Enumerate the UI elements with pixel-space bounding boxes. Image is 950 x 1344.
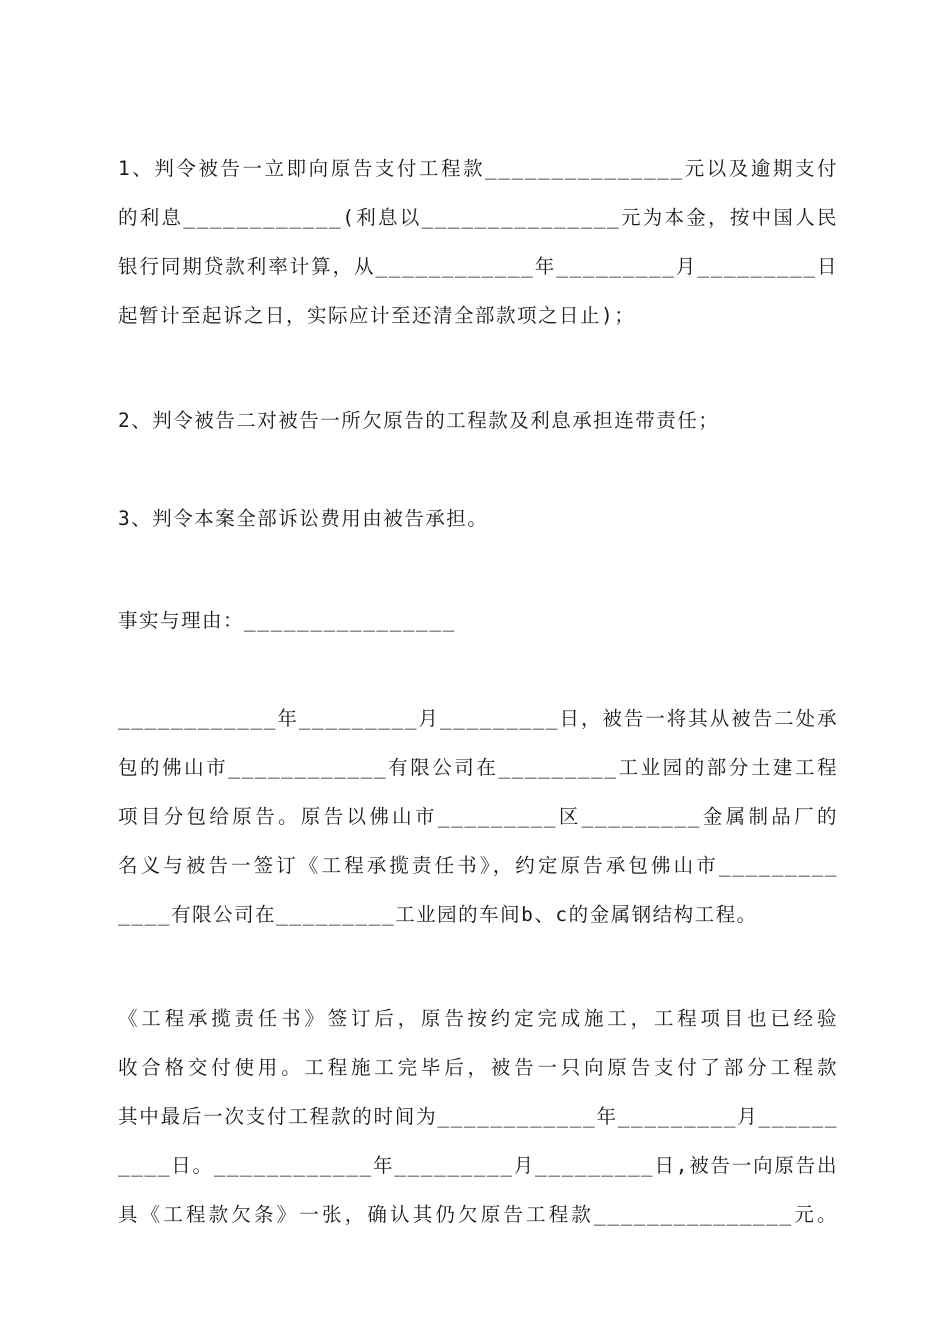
text-line: 银行同期贷款利率计算，从____________年_________月_________日	[118, 255, 838, 278]
text-line: 1、判令被告一立即向原告支付工程款_______________元以及逾期支付	[118, 157, 838, 180]
facts-heading	[118, 596, 838, 645]
claim-2-paragraph	[118, 396, 838, 445]
text-line: 收合格交付使用。工程施工完毕后，被告一只向原告支付了部分工程款	[118, 1056, 838, 1079]
facts-1-paragraph	[118, 694, 838, 939]
text-line: 的利息____________(利息以_______________元为本金，按中国人民	[118, 206, 838, 229]
text-line: ____________年_________月_________日，被告一将其从被告二处承	[118, 707, 838, 730]
text-line: 起暂计至起诉之日，实际应计至还清全部款项之日止)；	[118, 304, 636, 327]
section-heading: 事实与理由：________________	[118, 609, 456, 632]
text-line: 其中最后一次支付工程款的时间为____________年_________月______	[118, 1105, 838, 1128]
text-line: 2、判令被告二对被告一所欠原告的工程款及利息承担连带责任；	[118, 409, 720, 432]
text-line: 具《工程款欠条》一张，确认其仍欠原告工程款_______________元。	[118, 1203, 838, 1226]
text-line: 包的佛山市____________有限公司在_________工业园的部分土建工程	[118, 756, 838, 779]
claim-3-paragraph	[118, 494, 838, 543]
text-line: ____日。____________年_________月_________日,被告一向原告出	[118, 1154, 838, 1177]
claim-1-paragraph	[118, 144, 838, 340]
text-line: ____有限公司在_________工业园的车间b、c的金属钢结构工程。	[118, 903, 758, 926]
facts-2-paragraph	[118, 994, 838, 1239]
text-line: 名义与被告一签订《工程承揽责任书》，约定原告承包佛山市_________	[118, 854, 838, 877]
text-line: 项目分包给原告。原告以佛山市_________区_________金属制品厂的	[118, 805, 838, 828]
text-line: 3、判令本案全部诉讼费用由被告承担。	[118, 507, 489, 530]
text-line: 《工程承揽责任书》签订后，原告按约定完成施工，工程项目也已经验	[118, 1007, 838, 1030]
